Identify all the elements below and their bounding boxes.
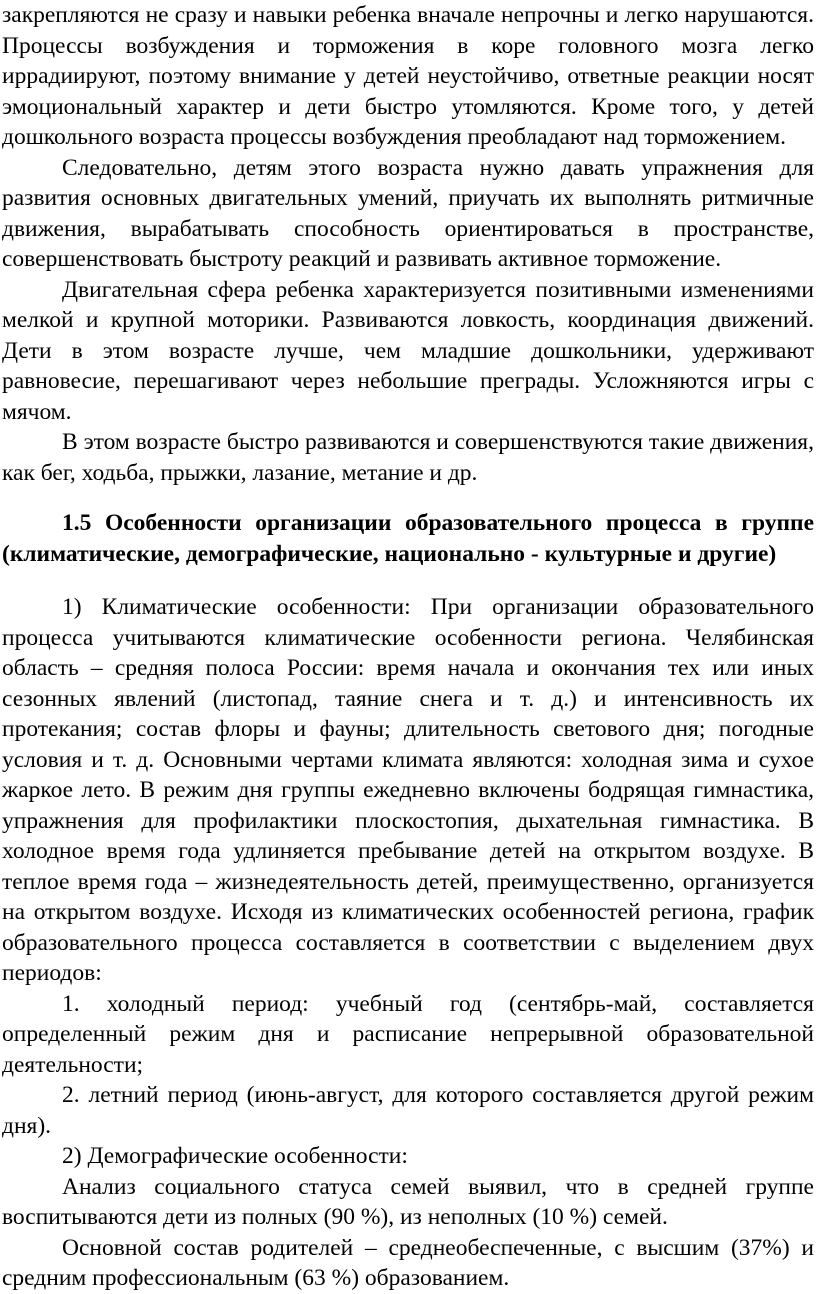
paragraph-climate-features: 1) Климатические особенности: При организации образовательного процесса учитываются климатические особенности региона. Челябинская область – средняя полоса России: время начала и окончания тех или иных сезонных явлений (листопад, таяние снега и т. д.) и интенсивность их протекания; состав флоры и фауны; длительность светового дня; погодные условия и т. д. Основными чертами климата являются: холодная зима и сухое жаркое лето. В режим дня группы ежедневно включены бодрящая гимнастика, упражнения для профилактики плоскостопия, дыхательная гимнастика. В холодное время года удлиняется пребывание детей на открытом воздухе. В теплое время года – жизнедеятельность детей, преимущественно, организуется на открытом воздухе. Исходя из климатических особенностей региона, график образовательного процесса составляется в соответствии с выделением двух периодов: bbox=[2, 594, 814, 986]
body-text-top bbox=[2, 0, 814, 488]
paragraph-continued: закрепляются не сразу и навыки ребенка вначале непрочны и легко нарушаются. Процессы возбуждения и торможения в коре головного мозга легко иррадиируют, поэтому внимание у детей неустойчиво, ответные реакции носят эмоциональный характер и дети быстро утомляются. Кроме того, у детей дошкольного возраста процессы возбуждения преобладают над торможением. bbox=[2, 2, 814, 150]
paragraph-parents-education: Основной состав родителей – среднеобеспеченные, с высшим (37%) и средним профессиональным (63 %) образованием. bbox=[2, 1234, 814, 1291]
paragraph-demographic-heading: 2) Демографические особенности: bbox=[62, 1143, 408, 1169]
paragraph-movements-development: В этом возрасте быстро развиваются и совершенствуются такие движения, как бег, ходьба, прыжки, лазание, метание и др. bbox=[2, 429, 814, 486]
paragraph-motor-sphere: Двигательная сфера ребенка характеризуется позитивными изменениями мелкой и крупной моторики. Развиваются ловкость, координация движений. Дети в этом возрасте лучше, чем младшие дошкольники, удерживают равновесие, перешагивают через небольшие преграды. Усложняются игры с мячом. bbox=[2, 276, 814, 425]
paragraph-motor-skills-exercises: Следовательно, детям этого возраста нужно давать упражнения для развития основных двигательных умений, приучать их выполнять ритмичные движения, вырабатывать способность ориентироваться в пространстве, совершенствовать быстроту реакций и развивать активное торможение. bbox=[2, 154, 814, 272]
body-text-bottom bbox=[2, 592, 814, 1294]
section-heading: 1.5 Особенности организации образовательного процесса в группе (климатические, демографические, национально - культурные и другие) bbox=[2, 510, 814, 567]
list-item-cold-period: 1. холодный период: учебный год (сентябрь-май, составляется определенный режим дня и расписание непрерывной образовательной деятельности; bbox=[2, 990, 814, 1078]
list-item-summer-period: 2. летний период (июнь-август, для которого составляется другой режим дня). bbox=[2, 1082, 814, 1139]
paragraph-family-status: Анализ социального статуса семей выявил, что в средней группе воспитываются дети из полных (90 %), из неполных (10 %) семей. bbox=[2, 1173, 814, 1230]
